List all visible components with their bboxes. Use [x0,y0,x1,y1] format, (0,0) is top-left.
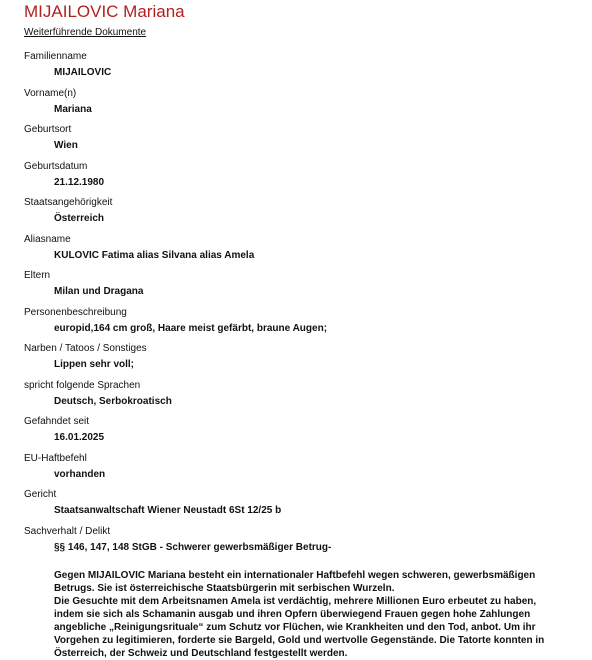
field-value: Milan und Dragana [54,286,144,297]
field-value: Deutsch, Serbokroatisch [54,395,172,407]
field-label: Personenbeschreibung [24,306,127,318]
field-value: 21.12.1980 [54,176,105,188]
field-value: Lippen sehr voll; [54,359,135,370]
details-list [24,50,584,561]
field-value: §§ 146, 147, 148 StGB - Schwerer gewerbsmäßiger Betrug- [54,541,332,553]
field-value: 16.01.2025 [54,432,105,443]
case-description [54,569,564,660]
wanted-person-page [24,2,584,660]
field-gericht [24,488,584,525]
field-label: Gericht [24,489,57,500]
field-label: Narben / Tatoos / Sonstiges [24,343,147,354]
field-staatsangehoerigkeit [24,196,584,233]
field-gefahndet-seit [24,415,584,452]
field-aliasname [24,233,584,270]
field-eltern [24,269,584,306]
description-paragraph: Gegen MIJAILOVIC Mariana besteht ein internationaler Haftbefehl wegen schweren, gewerbsmäßigen Betrugs. Sie ist österreichische Staatsbürgerin mit serbischen Wurzeln. [54,570,536,594]
field-geburtsort [24,123,584,160]
field-label: Geburtsdatum [24,160,88,172]
field-sachverhalt [24,525,584,562]
field-label: Gefahndet seit [24,416,90,427]
field-personenbeschreibung [24,306,584,343]
field-label: Vorname(n) [24,87,77,99]
field-label: Staatsangehörigkeit [24,197,113,208]
description-paragraph: Die Gesuchte mit dem Arbeitsnamen Amela ist verdächtig, mehrere Millionen Euro erbeutet zu haben, indem sie sich als Schamanin ausgab und ihren Opfern überwiegend Frauen gegen hohe Zahlungen angebliche „Reinigungsrituale“ zum Schutz vor Flüchen, wie Krankheiten und den Tod, anbot. Um ihr Vorgehen zu legitimieren, forderte sie Bargeld, Gold und wertvolle Gegenstände. Die Tatorte konnten in Österreich, der Schweiz und Deutschland festgestellt werden. [54,596,545,659]
field-label: EU-Haftbefehl [24,452,87,464]
field-label: Aliasname [24,233,71,245]
field-value: Wien [54,140,78,151]
field-value: vorhanden [54,468,106,480]
field-value: Staatsanwaltschaft Wiener Neustadt 6St 12/25 b [54,505,282,516]
documents-link[interactable]: Weiterführende Dokumente [24,27,147,38]
field-value: Mariana [54,103,92,115]
field-value: MIJAILOVIC [54,67,112,78]
field-label: Sachverhalt / Delikt [24,525,111,537]
field-value: KULOVIC Fatima alias Silvana alias Amela [54,249,255,261]
field-label: spricht folgende Sprachen [24,379,141,391]
field-label: Familienname [24,51,87,62]
field-sprachen [24,379,584,416]
field-label: Eltern [24,270,51,281]
page-title: MIJAILOVIC Mariana [24,2,185,21]
field-vorname [24,87,584,124]
field-value: Österreich [54,213,105,224]
field-familienname [24,50,584,87]
field-value: europid,164 cm groß, Haare meist gefärbt, braune Augen; [54,322,328,334]
field-eu-haftbefehl [24,452,584,489]
field-geburtsdatum [24,160,584,197]
field-label: Geburtsort [24,124,72,135]
field-narben [24,342,584,379]
